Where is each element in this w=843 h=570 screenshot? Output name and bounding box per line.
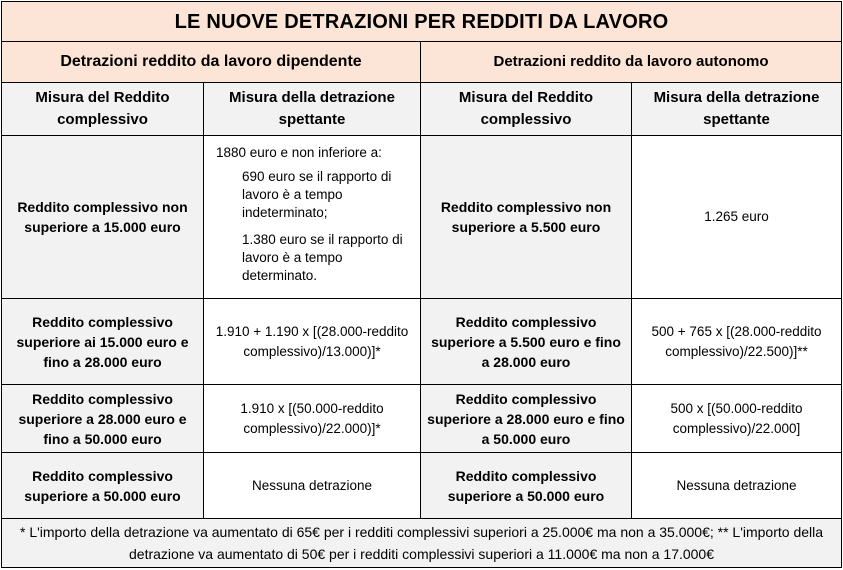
deductions-table [1,1,842,568]
row1-dip-income: Reddito complessivo non superiore a 15.000 euro [2,136,204,299]
header-dip-deduction: Misura della detrazione spettante [204,83,421,136]
table-title: LE NUOVE DETRAZIONI PER REDDITI DA LAVORO [2,2,842,42]
row4-dip-deduction: Nessuna detrazione [204,453,421,519]
header-aut-income: Misura del Reddito complessivo [421,83,632,136]
deductions-table-container [1,1,841,568]
row2-aut-deduction: 500 + 765 x [(28.000-reddito complessivo)/22.500)]** [632,299,842,385]
row1-dip-option-indeterminato: 690 euro se il rapporto di lavoro è a tempo indeterminato; [242,169,392,220]
header-aut-deduction: Misura della detrazione spettante [632,83,842,136]
table-row [2,385,842,453]
table-row [2,453,842,519]
row2-dip-income: Reddito complessivo superiore ai 15.000 euro e fino a 28.000 euro [2,299,204,385]
row4-aut-deduction: Nessuna detrazione [632,453,842,519]
row2-aut-income: Reddito complessivo superiore a 5.500 euro e fino a 28.000 euro [421,299,632,385]
section-autonomo: Detrazioni reddito da lavoro autonomo [421,42,842,83]
row3-aut-deduction: 500 x [(50.000-reddito complessivo)/22.000] [632,385,842,453]
footnote: * L'importo della detrazione va aumentato di 65€ per i redditi complessivi superiori a 25.000€ ma non a 35.000€; ** L'importo della detrazione va aumentato di 50€ per i redditi complessivi superiori a 11.000€ ma non a 17.000€ [2,519,842,568]
row1-aut-deduction: 1.265 euro [632,136,842,299]
row1-aut-income: Reddito complessivo non superiore a 5.500 euro [421,136,632,299]
row1-dip-option-determinato: 1.380 euro se il rapporto di lavoro è a tempo determinato. [242,232,403,283]
table-row [2,299,842,385]
row2-dip-deduction: 1.910 + 1.190 x [(28.000-reddito complessivo)/13.000)]* [204,299,421,385]
row3-dip-income: Reddito complessivo superiore a 28.000 euro e fino a 50.000 euro [2,385,204,453]
section-dipendente: Detrazioni reddito da lavoro dipendente [2,42,421,83]
row1-dip-deduction [204,136,421,299]
row3-aut-income: Reddito complessivo superiore a 28.000 euro e fino a 50.000 euro [421,385,632,453]
row1-dip-lead: 1880 euro e non inferiore a: [216,145,382,160]
header-dip-income: Misura del Reddito complessivo [2,83,204,136]
table-row [2,136,842,299]
row3-dip-deduction: 1.910 x [(50.000-reddito complessivo)/22.000)]* [204,385,421,453]
row4-dip-income: Reddito complessivo superiore a 50.000 euro [2,453,204,519]
row4-aut-income: Reddito complessivo superiore a 50.000 euro [421,453,632,519]
